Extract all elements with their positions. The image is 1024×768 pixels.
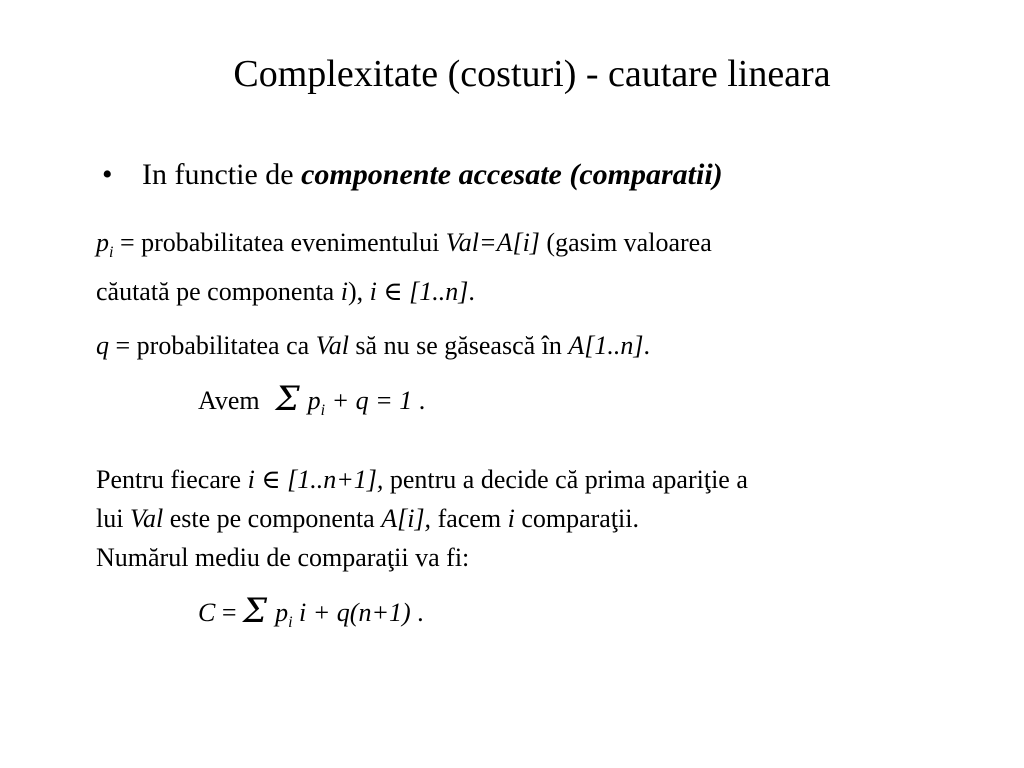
formula-p: p: [275, 598, 289, 627]
formula-rest: i + q(n+1): [292, 598, 411, 627]
pentru-val: Val: [129, 504, 164, 533]
formula-sigma-symbol: Σ: [243, 591, 268, 631]
p-index-i: i: [340, 277, 348, 306]
q-symbol: q: [96, 331, 109, 360]
q-range: A[1..n]: [568, 331, 644, 360]
sum-period: .: [412, 386, 426, 415]
formula-eq: =: [215, 598, 244, 627]
p-period: .: [468, 277, 475, 306]
formula-lhs: C: [198, 598, 216, 627]
p-index-i2: i: [369, 277, 377, 306]
pentru-element-of: ∈: [254, 465, 288, 494]
p-eq-text: = probabilitatea evenimentului: [113, 228, 446, 257]
p-range: [1..n]: [409, 277, 469, 306]
sum-p-subscript: i: [320, 402, 326, 419]
p-after-val: (gasim valoarea: [539, 228, 712, 257]
val-expression: Val=A[i]: [445, 228, 540, 257]
element-of-symbol: ∈: [376, 277, 410, 306]
pentru-i: i: [247, 465, 255, 494]
p-subscript: i: [109, 244, 114, 261]
comparisons-paragraph: [96, 460, 748, 577]
pentru-line3: Numărul mediu de comparaţii va fi:: [96, 543, 470, 572]
avem-label: Avem: [198, 386, 260, 415]
pentru-i2: i: [507, 504, 515, 533]
pentru-ai: A[i],: [381, 504, 432, 533]
bullet-item: [102, 155, 723, 195]
sum-rest: + q = 1: [325, 386, 413, 415]
formula-period: .: [410, 598, 424, 627]
q-val: Val: [315, 331, 349, 360]
pentru-line2-b: este pe componenta: [163, 504, 382, 533]
pentru-range: [1..n+1],: [287, 465, 384, 494]
pentru-line2-c: facem: [431, 504, 508, 533]
q-eq-text: = probabilitatea ca: [109, 331, 316, 360]
bullet-text: In functie de: [142, 158, 302, 191]
sum-p: p: [307, 386, 321, 415]
bullet-dot: •: [102, 158, 113, 191]
sum-equation: [198, 380, 425, 430]
pentru-line2-d: comparaţii.: [514, 504, 639, 533]
q-period: .: [643, 331, 651, 360]
average-formula: [198, 592, 424, 642]
p-line2-mid: ),: [347, 277, 370, 306]
formula-p-subscript: i: [288, 614, 293, 631]
sigma-symbol: Σ: [275, 379, 300, 419]
slide-title: Complexitate (costuri) - cautare lineara: [233, 53, 831, 95]
pentru-line1-a: Pentru fiecare: [96, 465, 248, 494]
q-mid-text: să nu se găsească în: [348, 331, 569, 360]
pentru-line2-a: lui: [96, 504, 130, 533]
p-line2-start: căutată pe componenta: [96, 277, 341, 306]
p-symbol: p: [96, 228, 109, 257]
q-definition: [96, 326, 650, 365]
pentru-line1-b: pentru a decide că prima apariţie a: [383, 465, 748, 494]
bullet-emphasis: componente accesate (comparatii): [301, 158, 723, 191]
p-definition: [96, 223, 712, 311]
